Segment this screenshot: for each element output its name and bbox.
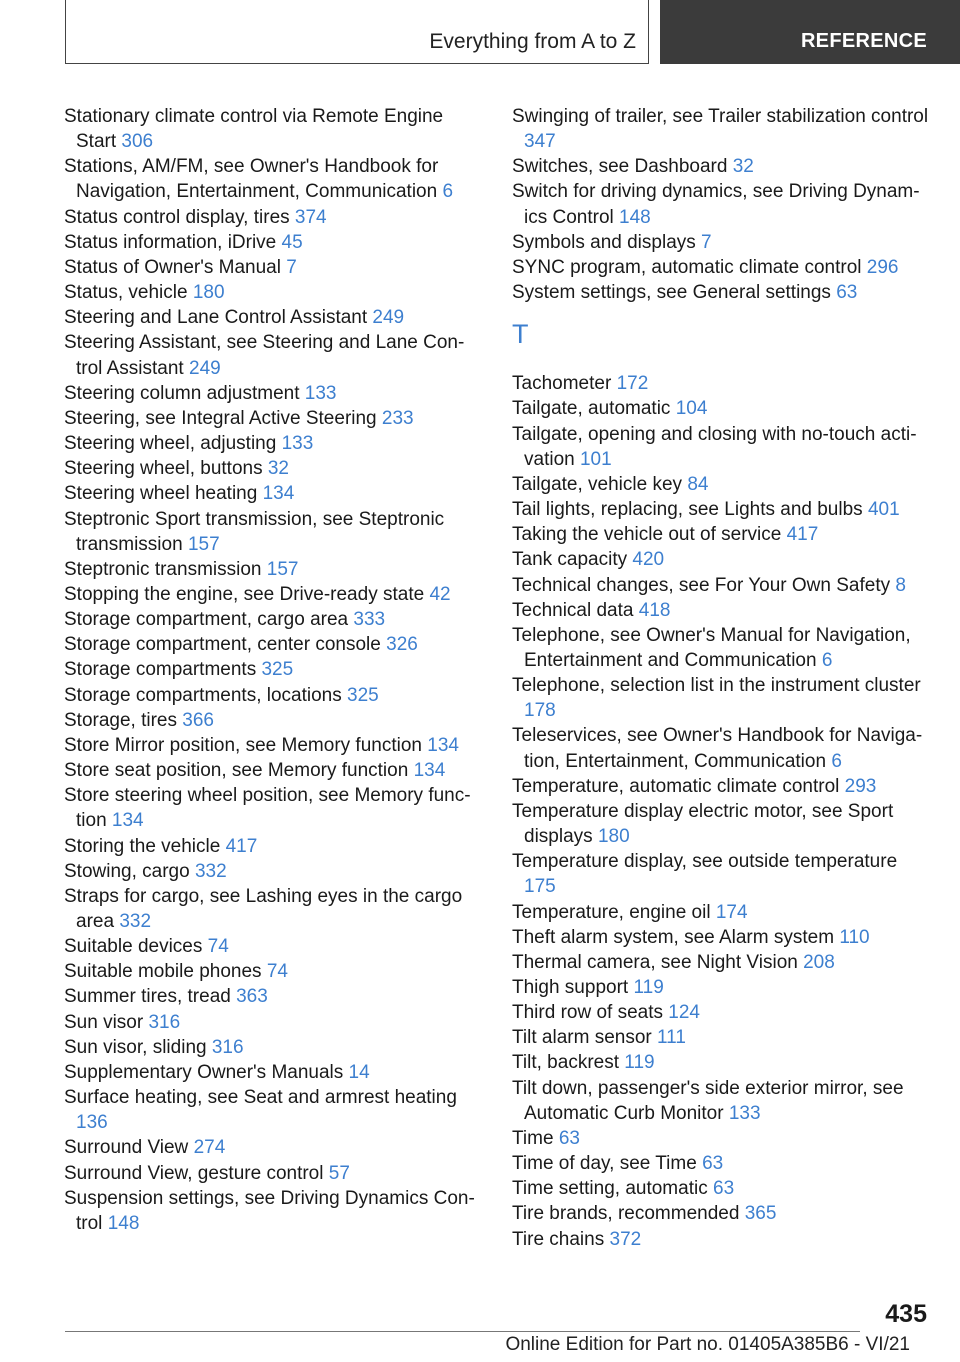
index-page-link[interactable]: 6 — [831, 750, 842, 772]
index-page-link[interactable]: 119 — [624, 1052, 655, 1074]
index-page-link[interactable]: 63 — [558, 1127, 580, 1149]
index-entry — [64, 984, 479, 1009]
index-page-link[interactable]: 7 — [286, 256, 297, 278]
index-entry-term: Steering column adjustment — [64, 382, 300, 404]
index-entry-term: Storage, tires — [64, 709, 177, 731]
index-page-link[interactable]: 325 — [261, 659, 294, 681]
index-entry — [64, 708, 479, 733]
index-page-link[interactable]: 110 — [839, 926, 870, 948]
index-entry-term: Stopping the engine, see Drive-ready state — [64, 583, 425, 605]
index-page-link[interactable]: 274 — [193, 1137, 226, 1159]
section-letter: T — [512, 319, 529, 350]
index-page-link[interactable]: 418 — [638, 599, 671, 621]
index-entry-term: Surround View, gesture control — [64, 1162, 324, 1184]
index-entry — [64, 1186, 479, 1236]
index-entry-term: Stationary climate control via Remote Engine Start — [64, 106, 444, 153]
index-entry-term: Time — [512, 1127, 554, 1149]
index-entry — [64, 406, 479, 431]
index-entry-term: Telephone, see Owner's Manual for Navigation, Entertainment and Communication — [512, 624, 911, 671]
index-entry-term: Storage compartment, cargo area — [64, 609, 349, 631]
index-entry — [64, 582, 479, 607]
index-entry-term: Suspension settings, see Driving Dynamics Control — [64, 1187, 475, 1234]
index-entry-term: Store Mirror position, see Memory function — [64, 734, 422, 756]
index-entry-term: Status of Owner's Manual — [64, 256, 281, 278]
index-entry-term: Surface heating, see Seat and armrest heating — [64, 1087, 457, 1109]
index-entry-term: Status control display, tires — [64, 206, 290, 228]
index-page-link[interactable]: 32 — [267, 458, 289, 480]
index-page-link[interactable]: 7 — [701, 231, 712, 253]
index-entry-term: Tailgate, vehicle key — [512, 473, 683, 495]
index-entry-term: Store steering wheel position, see Memory function — [64, 785, 471, 832]
index-page-link[interactable]: 136 — [76, 1112, 108, 1134]
index-page-link[interactable]: 316 — [211, 1036, 244, 1058]
index-entry — [64, 255, 479, 280]
index-entry — [512, 1201, 932, 1226]
index-entry — [512, 547, 932, 572]
section-title: Everything from A to Z — [429, 30, 636, 53]
index-entry — [64, 1035, 479, 1060]
index-entry — [64, 657, 479, 682]
index-entry — [512, 623, 932, 673]
index-entry-term: Tire chains — [512, 1228, 605, 1250]
index-page-link[interactable]: 249 — [189, 357, 221, 379]
index-page-link[interactable]: 180 — [192, 282, 225, 304]
index-page-link[interactable]: 366 — [182, 709, 214, 731]
index-entry-term: Temperature display, see outside temperature — [512, 851, 898, 873]
index-page-link[interactable]: 45 — [281, 231, 303, 253]
index-entry-term: Tilt, backrest — [512, 1052, 619, 1074]
index-column-right — [512, 104, 932, 1252]
index-entry — [64, 557, 479, 582]
index-page-link[interactable]: 333 — [353, 609, 386, 631]
index-entry — [64, 834, 479, 859]
index-page-link[interactable]: 417 — [225, 835, 258, 857]
index-entry — [64, 683, 479, 708]
index-page-link[interactable]: 249 — [372, 307, 405, 329]
index-page-link[interactable]: 233 — [381, 407, 414, 429]
index-entry-term: Stowing, cargo — [64, 860, 190, 882]
index-page-link[interactable]: 133 — [281, 433, 314, 455]
header-frame — [65, 0, 649, 64]
index-entry — [64, 884, 479, 934]
index-page-link[interactable]: 14 — [348, 1061, 370, 1083]
index-entry — [512, 598, 932, 623]
index-entry — [64, 456, 479, 481]
index-entry-term: Temperature, engine oil — [512, 901, 711, 923]
index-entry — [512, 255, 932, 280]
index-page-link[interactable]: 372 — [609, 1228, 642, 1250]
index-entry — [64, 154, 479, 204]
index-page-link[interactable]: 8 — [895, 574, 906, 596]
index-page-link[interactable]: 74 — [207, 936, 229, 958]
index-entry-term: Tachometer — [512, 373, 612, 395]
index-entry — [64, 859, 479, 884]
index-entry — [512, 104, 932, 154]
index-entry-term: Swinging of trailer, see Trailer stabilization control — [512, 106, 929, 127]
index-entry — [512, 230, 932, 255]
index-page-link[interactable]: 63 — [702, 1153, 724, 1175]
index-page-link[interactable]: 134 — [111, 810, 144, 832]
index-entry-term: Technical changes, see For Your Own Safety — [512, 574, 891, 596]
index-entry-term: Summer tires, tread — [64, 986, 231, 1008]
index-entry — [64, 758, 479, 783]
index-page-link[interactable]: 6 — [821, 649, 833, 671]
index-page-link[interactable]: 42 — [429, 583, 451, 605]
index-entry-term: Straps for cargo, see Lashing eyes in the cargo area — [64, 885, 463, 932]
index-entry — [512, 522, 932, 547]
index-entry-term: Storage compartment, center console — [64, 634, 381, 656]
index-page-link[interactable]: 374 — [294, 206, 327, 228]
index-entry — [64, 104, 479, 154]
index-entry — [64, 1085, 479, 1135]
index-page-link[interactable]: 347 — [524, 131, 556, 153]
index-entry — [512, 900, 932, 925]
index-entry-term: Taking the vehicle out of service — [512, 524, 782, 546]
index-entry-term: Theft alarm system, see Alarm system — [512, 926, 835, 948]
page-number: 435 — [885, 1300, 927, 1328]
index-entry — [512, 975, 932, 1000]
index-entry — [64, 305, 479, 330]
index-page-link[interactable]: 417 — [786, 524, 819, 546]
index-entry — [512, 422, 932, 472]
index-entry-term: Third row of seats — [512, 1002, 663, 1024]
index-entry — [64, 205, 479, 230]
index-page-link[interactable]: 148 — [619, 206, 651, 228]
index-page-link[interactable]: 332 — [194, 860, 227, 882]
index-page-link[interactable]: 148 — [107, 1212, 140, 1234]
index-entry — [64, 783, 479, 833]
reference-tab-label: REFERENCE — [800, 30, 927, 52]
index-entry-term: Teleservices, see Owner's Handbook for Navigation, Entertainment, Communication — [512, 725, 923, 772]
index-entry — [512, 1126, 932, 1151]
index-entry — [64, 431, 479, 456]
index-entry — [512, 1050, 932, 1075]
index-page-link[interactable]: 326 — [386, 634, 418, 656]
index-entry-term: Steering wheel, buttons — [64, 458, 263, 480]
index-entry — [512, 925, 932, 950]
index-page-link[interactable]: 104 — [675, 398, 708, 420]
index-entry-term: Tailgate, automatic — [512, 398, 671, 420]
index-entry-term: Steering and Lane Control Assistant — [64, 307, 368, 329]
index-page-link[interactable]: 401 — [867, 499, 900, 521]
index-entry-term: Time of day, see Time — [512, 1153, 697, 1175]
index-entry-term: Steptronic Sport transmission, see Steptronic transmission — [64, 508, 445, 555]
index-entry-term: Suitable devices — [64, 936, 203, 958]
index-page-link[interactable]: 134 — [262, 483, 295, 505]
index-entry — [512, 1000, 932, 1025]
index-page-link[interactable]: 306 — [121, 131, 154, 153]
index-entry-term: System settings, see General settings — [512, 282, 831, 304]
index-entry-term: Temperature, automatic climate control — [512, 775, 840, 797]
reference-tab — [660, 0, 960, 64]
index-page-link[interactable]: 293 — [844, 775, 877, 797]
index-entry — [64, 959, 479, 984]
index-entry — [64, 1161, 479, 1186]
index-entry — [64, 230, 479, 255]
index-page-link[interactable]: 74 — [266, 961, 288, 983]
index-entry-term: Stations, AM/FM, see Owner's Handbook for Navigation, Entertainment, Communication — [64, 156, 439, 203]
index-entry — [64, 381, 479, 406]
index-group-t — [512, 371, 932, 1251]
footer-divider — [65, 1331, 860, 1332]
index-entry-term: Tail lights, replacing, see Lights and bulbs — [512, 499, 863, 521]
index-page-link[interactable]: 6 — [442, 181, 454, 203]
index-page-link[interactable]: 133 — [728, 1102, 761, 1124]
index-page-link[interactable]: 365 — [744, 1203, 777, 1225]
index-page-link[interactable]: 363 — [236, 986, 268, 1008]
index-page-link[interactable]: 63 — [836, 282, 858, 304]
footer-edition: Online Edition for Part no. 01405A385B6 - VI/21 — [505, 1334, 910, 1355]
index-entry-term: Time setting, automatic — [512, 1178, 708, 1200]
index-entry-term: Thigh support — [512, 977, 629, 998]
index-entry-term: Surround View — [64, 1137, 189, 1159]
index-entry — [512, 950, 932, 975]
index-entry-term: Switches, see Dashboard — [512, 156, 728, 178]
index-entry — [512, 1076, 932, 1126]
index-entry — [512, 849, 932, 899]
index-entry-term: Suitable mobile phones — [64, 961, 262, 983]
index-entry-term: Switch for driving dynamics, see Driving Dynamics Control — [512, 181, 920, 228]
index-group-s-continued — [512, 104, 932, 305]
index-entry — [512, 472, 932, 497]
index-page-link[interactable]: 175 — [524, 876, 556, 898]
index-column-left — [64, 104, 479, 1236]
index-entry-term: Steering wheel, adjusting — [64, 433, 277, 455]
index-entry — [512, 1151, 932, 1176]
index-entry-term: Sun visor — [64, 1011, 144, 1033]
index-entry — [512, 280, 932, 305]
index-entry — [512, 1176, 932, 1201]
index-entry-term: Steering, see Integral Active Steering — [64, 407, 377, 429]
index-page-link[interactable]: 134 — [413, 760, 446, 782]
index-entry-term: Tilt down, passenger's side exterior mirror, see Automatic Curb Monitor — [512, 1077, 904, 1124]
index-entry-term: Thermal camera, see Night Vision — [512, 951, 798, 973]
index-page-link[interactable]: 134 — [427, 734, 459, 756]
index-entry-term: Tire brands, recommended — [512, 1203, 740, 1225]
index-entry-term: Temperature display electric motor, see Sport displays — [512, 800, 894, 848]
index-entry — [512, 1025, 932, 1050]
index-entry — [64, 280, 479, 305]
index-page-link[interactable]: 172 — [616, 373, 649, 395]
index-entry-term: Tilt alarm sensor — [512, 1027, 652, 1049]
index-entry — [64, 330, 479, 380]
index-entry-term: Storing the vehicle — [64, 835, 221, 857]
index-page-link[interactable]: 124 — [668, 1002, 700, 1024]
index-page-link[interactable]: 157 — [187, 533, 220, 555]
index-page-link[interactable]: 208 — [803, 951, 835, 973]
index-entry — [512, 1227, 932, 1252]
index-entry-term: Status, vehicle — [64, 282, 188, 304]
index-page-link[interactable]: 111 — [657, 1027, 686, 1049]
index-page-link[interactable]: 174 — [715, 901, 748, 923]
index-page-link[interactable]: 119 — [633, 977, 664, 998]
index-page-link[interactable]: 157 — [266, 558, 299, 580]
index-entry — [512, 371, 932, 396]
index-entry-term: Sun visor, sliding — [64, 1036, 207, 1058]
index-entry — [64, 934, 479, 959]
index-page-link[interactable]: 420 — [632, 549, 665, 571]
index-entry — [512, 723, 932, 773]
index-entry — [512, 799, 932, 849]
index-page-link[interactable]: 57 — [328, 1162, 350, 1184]
index-page-link[interactable]: 63 — [713, 1178, 735, 1200]
index-entry-term: Status information, iDrive — [64, 231, 277, 253]
index-entry — [64, 507, 479, 557]
index-entry — [64, 733, 479, 758]
index-entry-term: Supplementary Owner's Manuals — [64, 1061, 344, 1083]
index-entry — [64, 1135, 479, 1160]
index-entry-term: Steptronic transmission — [64, 558, 262, 580]
index-page-link[interactable]: 178 — [524, 700, 556, 722]
index-entry — [512, 179, 932, 229]
index-entry — [512, 573, 932, 598]
index-entry — [64, 1060, 479, 1085]
index-page-link[interactable]: 32 — [732, 156, 754, 178]
index-entry-term: SYNC program, automatic climate control — [512, 256, 862, 278]
index-entry — [64, 481, 479, 506]
index-entry-term: Steering Assistant, see Steering and Lane Control Assistant — [64, 332, 465, 379]
index-entry-term: Tailgate, opening and closing with no-touch activation — [512, 423, 917, 470]
index-page-link[interactable]: 316 — [148, 1011, 181, 1033]
index-entry-term: Store seat position, see Memory function — [64, 760, 409, 782]
index-entry-term: Storage compartments — [64, 659, 257, 681]
index-entry — [64, 1010, 479, 1035]
index-entry-term: Telephone, selection list in the instrument cluster — [512, 675, 921, 697]
index-page-link[interactable]: 101 — [579, 448, 612, 470]
index-entry — [512, 154, 932, 179]
index-entry — [512, 673, 932, 723]
index-entry-term: Tank capacity — [512, 549, 628, 571]
index-page-link[interactable]: 84 — [687, 473, 709, 495]
index-page-link[interactable]: 133 — [304, 382, 337, 404]
index-entry-term: Steering wheel heating — [64, 483, 258, 505]
index-page-link[interactable]: 296 — [866, 256, 899, 278]
index-entry — [64, 632, 479, 657]
index-entry — [64, 607, 479, 632]
index-entry-term: Storage compartments, locations — [64, 684, 342, 706]
index-entry — [512, 396, 932, 421]
index-page-link[interactable]: 332 — [119, 911, 152, 932]
index-entry — [512, 774, 932, 799]
index-entry-term: Technical data — [512, 599, 634, 621]
index-entry — [512, 497, 932, 522]
index-entry-term: Symbols and displays — [512, 231, 696, 253]
index-page-link[interactable]: 325 — [347, 684, 379, 706]
index-page-link[interactable]: 180 — [597, 826, 630, 848]
